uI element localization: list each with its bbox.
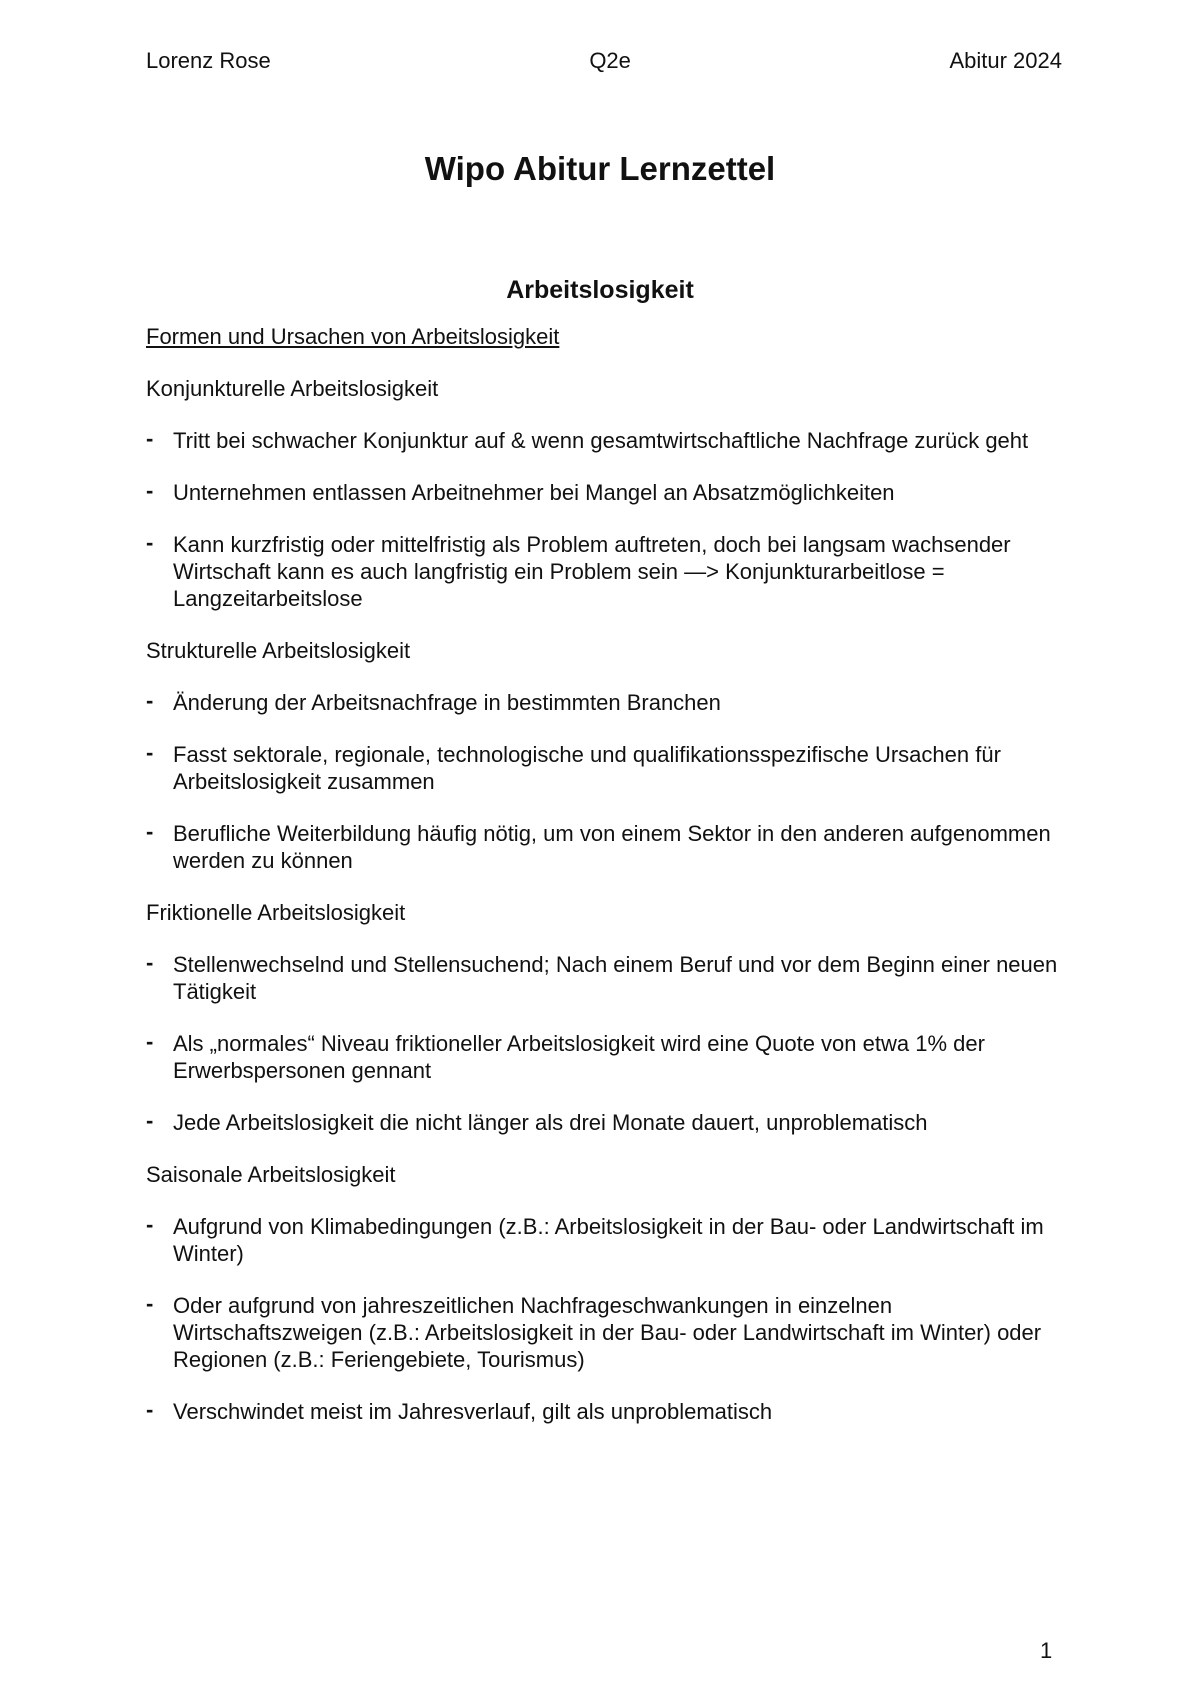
group-heading: Strukturelle Arbeitslosigkeit [146,638,411,663]
bullet-item: - Berufliche Weiterbildung häufig nötig, um von einem Sektor in den anderen aufgenommen werden zu können [146,820,1076,874]
bullet-item: - Unternehmen entlassen Arbeitnehmer bei Mangel an Absatzmöglichkeiten [146,479,1076,506]
bullet-item: - Jede Arbeitslosigkeit die nicht länger als drei Monate dauert, unproblematisch [146,1109,1076,1136]
bullet-list [146,689,1076,874]
bullet-list [146,427,1076,612]
header-exam: Abitur 2024 [949,48,1062,73]
group-friktionelle [146,899,1076,1136]
group-heading: Friktionelle Arbeitslosigkeit [146,900,406,925]
bullet-list [146,951,1076,1136]
group-strukturelle [146,637,1076,874]
bullet-item: - Oder aufgrund von jahreszeitlichen Nachfrageschwankungen in einzelnen Wirtschaftszweigen (z.B.: Arbeitslosigkeit in der Bau- oder Landwirtschaft im Winter) oder Regionen (z.B.: Feriengebiete, Tourismus) [146,1292,1076,1373]
page-number: 1 [1040,1638,1053,1663]
bullet-item: - Stellenwechselnd und Stellensuchend; Nach einem Beruf und vor dem Beginn einer neuen Tätigkeit [146,951,1076,1005]
section-title: Arbeitslosigkeit [506,276,694,304]
bullet-item: - Fasst sektorale, regionale, technologische und qualifikationsspezifische Ursachen für Arbeitslosigkeit zusammen [146,741,1076,795]
bullet-item: - Als „normales“ Niveau friktioneller Arbeitslosigkeit wird eine Quote von etwa 1% der Erwerbspersonen gennant [146,1030,1076,1084]
bullet-item: - Aufgrund von Klimabedingungen (z.B.: Arbeitslosigkeit in der Bau- oder Landwirtschaft im Winter) [146,1213,1076,1267]
bullet-item: - Kann kurzfristig oder mittelfristig als Problem auftreten, doch bei langsam wachsender Wirtschaft kann es auch langfristig ein Problem sein —> Konjunkturarbeitlose = Langzeitarbeitslose [146,531,1076,612]
group-saisonale [146,1161,1076,1425]
running-header [146,48,1062,74]
bullet-item: - Verschwindet meist im Jahresverlauf, gilt als unproblematisch [146,1398,1076,1425]
section-subtitle: Formen und Ursachen von Arbeitslosigkeit [146,324,560,349]
bullet-item: - Änderung der Arbeitsnachfrage in bestimmten Branchen [146,689,1076,716]
header-author: Lorenz Rose [146,48,271,73]
document-title: Wipo Abitur Lernzettel [424,150,776,187]
header-class: Q2e [589,48,631,73]
section-content [146,323,1076,1450]
group-konjunkturelle [146,375,1076,612]
group-heading: Konjunkturelle Arbeitslosigkeit [146,376,439,401]
bullet-item: - Tritt bei schwacher Konjunktur auf & wenn gesamtwirtschaftliche Nachfrage zurück geht [146,427,1076,454]
bullet-list [146,1213,1076,1425]
group-heading: Saisonale Arbeitslosigkeit [146,1162,396,1187]
